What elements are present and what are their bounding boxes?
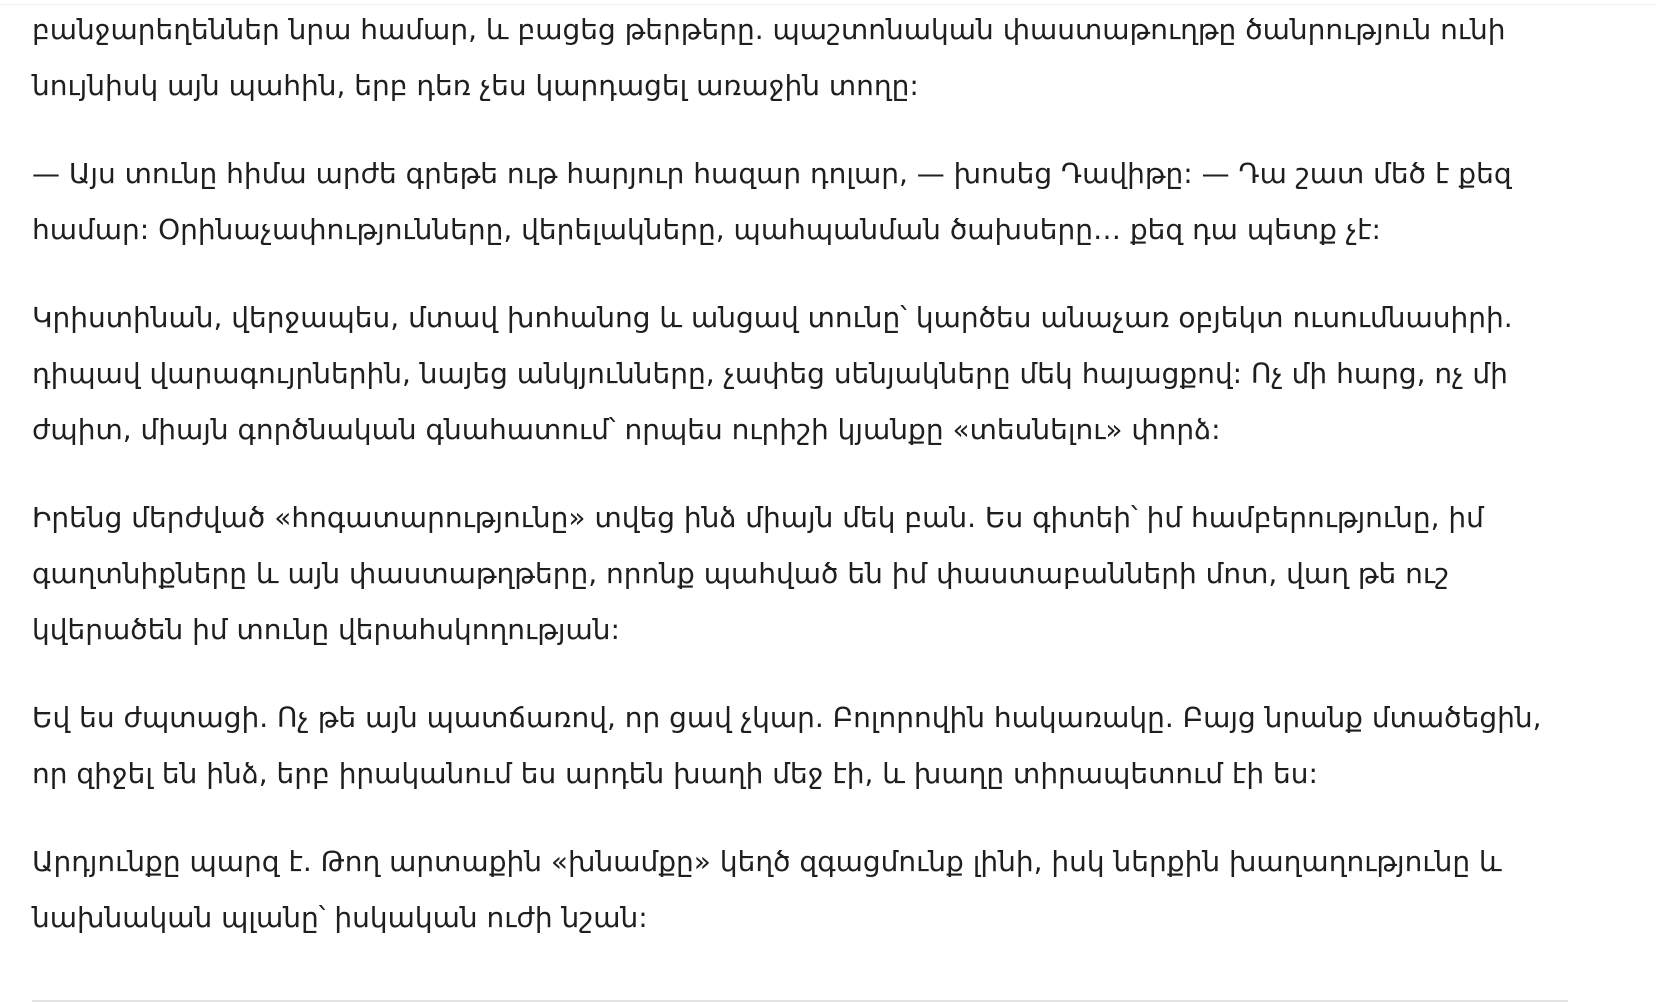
paragraph-line: Կրիստինան, վերջապես, մտավ խոհանոց և անցավ տունը՝ կարծես անաչառ օբյեկտ ուսումնասիրի.: [32, 301, 1513, 334]
paragraph-line: նույնիսկ այն պահին, երբ դեռ չես կարդացել առաջին տողը:: [32, 69, 919, 102]
paragraph-6: [32, 834, 1572, 946]
paragraph-line: կվերածեն իմ տունը վերահսկողության:: [32, 613, 620, 646]
paragraph-line: բանջարեղեններ նրա համար, և բացեց թերթերը. պաշտոնական փաստաթուղթը ծանրություն ունի: [32, 13, 1506, 46]
paragraph-1: [32, 2, 1572, 114]
paragraph-line: գաղտնիքները և այն փաստաթղթերը, որոնք պահված են իմ փաստաբանների մոտ, վաղ թե ուշ: [32, 557, 1450, 590]
paragraph-line: որ զիջել են ինձ, երբ իրականում ես արդեն խաղի մեջ էի, և խաղը տիրապետում էի ես:: [32, 757, 1318, 790]
paragraph-line: ժպիտ, միայն գործնական գնահատում՝ որպես ուրիշի կյանքը «տեսնելու» փորձ:: [32, 413, 1221, 446]
paragraph-line: նախնական պլանը՝ իսկական ուժի նշան:: [32, 901, 648, 934]
paragraph-4: [32, 490, 1572, 658]
paragraph-line: — Այս տունը հիմա արժե գրեթե ութ հարյուր հազար դոլար, — խոսեց Դավիթը: — Դա շատ մեծ է քեզ: [32, 157, 1512, 190]
paragraph-line: համար: Օրինաչափությունները, վերելակները, պահպանման ծախսերը… քեզ դա պետք չէ:: [32, 213, 1381, 246]
paragraph-line: Եվ ես ժպտացի. Ոչ թե այն պատճառով, որ ցավ չկար. Բոլորովին հակառակը. Բայց նրանք մտածեցին,: [32, 701, 1542, 734]
paragraph-2: [32, 146, 1572, 258]
paragraph-line: դիպավ վարագույրներին, նայեց անկյունները, չափեց սենյակները մեկ հայացքով: Ոչ մի հարց, ոչ մի: [32, 357, 1508, 390]
paragraph-line: Արդյունքը պարզ է. Թող արտաքին «խնամքը» կեղծ զգացմունք լինի, իսկ ներքին խաղաղությունը և: [32, 845, 1502, 878]
paragraph-line: Իրենց մերժված «հոգատարությունը» տվեց ինձ միայն մեկ բան. Ես գիտեի՝ իմ համբերությունը, իմ: [32, 501, 1484, 534]
paragraph-5: [32, 690, 1572, 802]
paragraph-3: [32, 290, 1572, 458]
